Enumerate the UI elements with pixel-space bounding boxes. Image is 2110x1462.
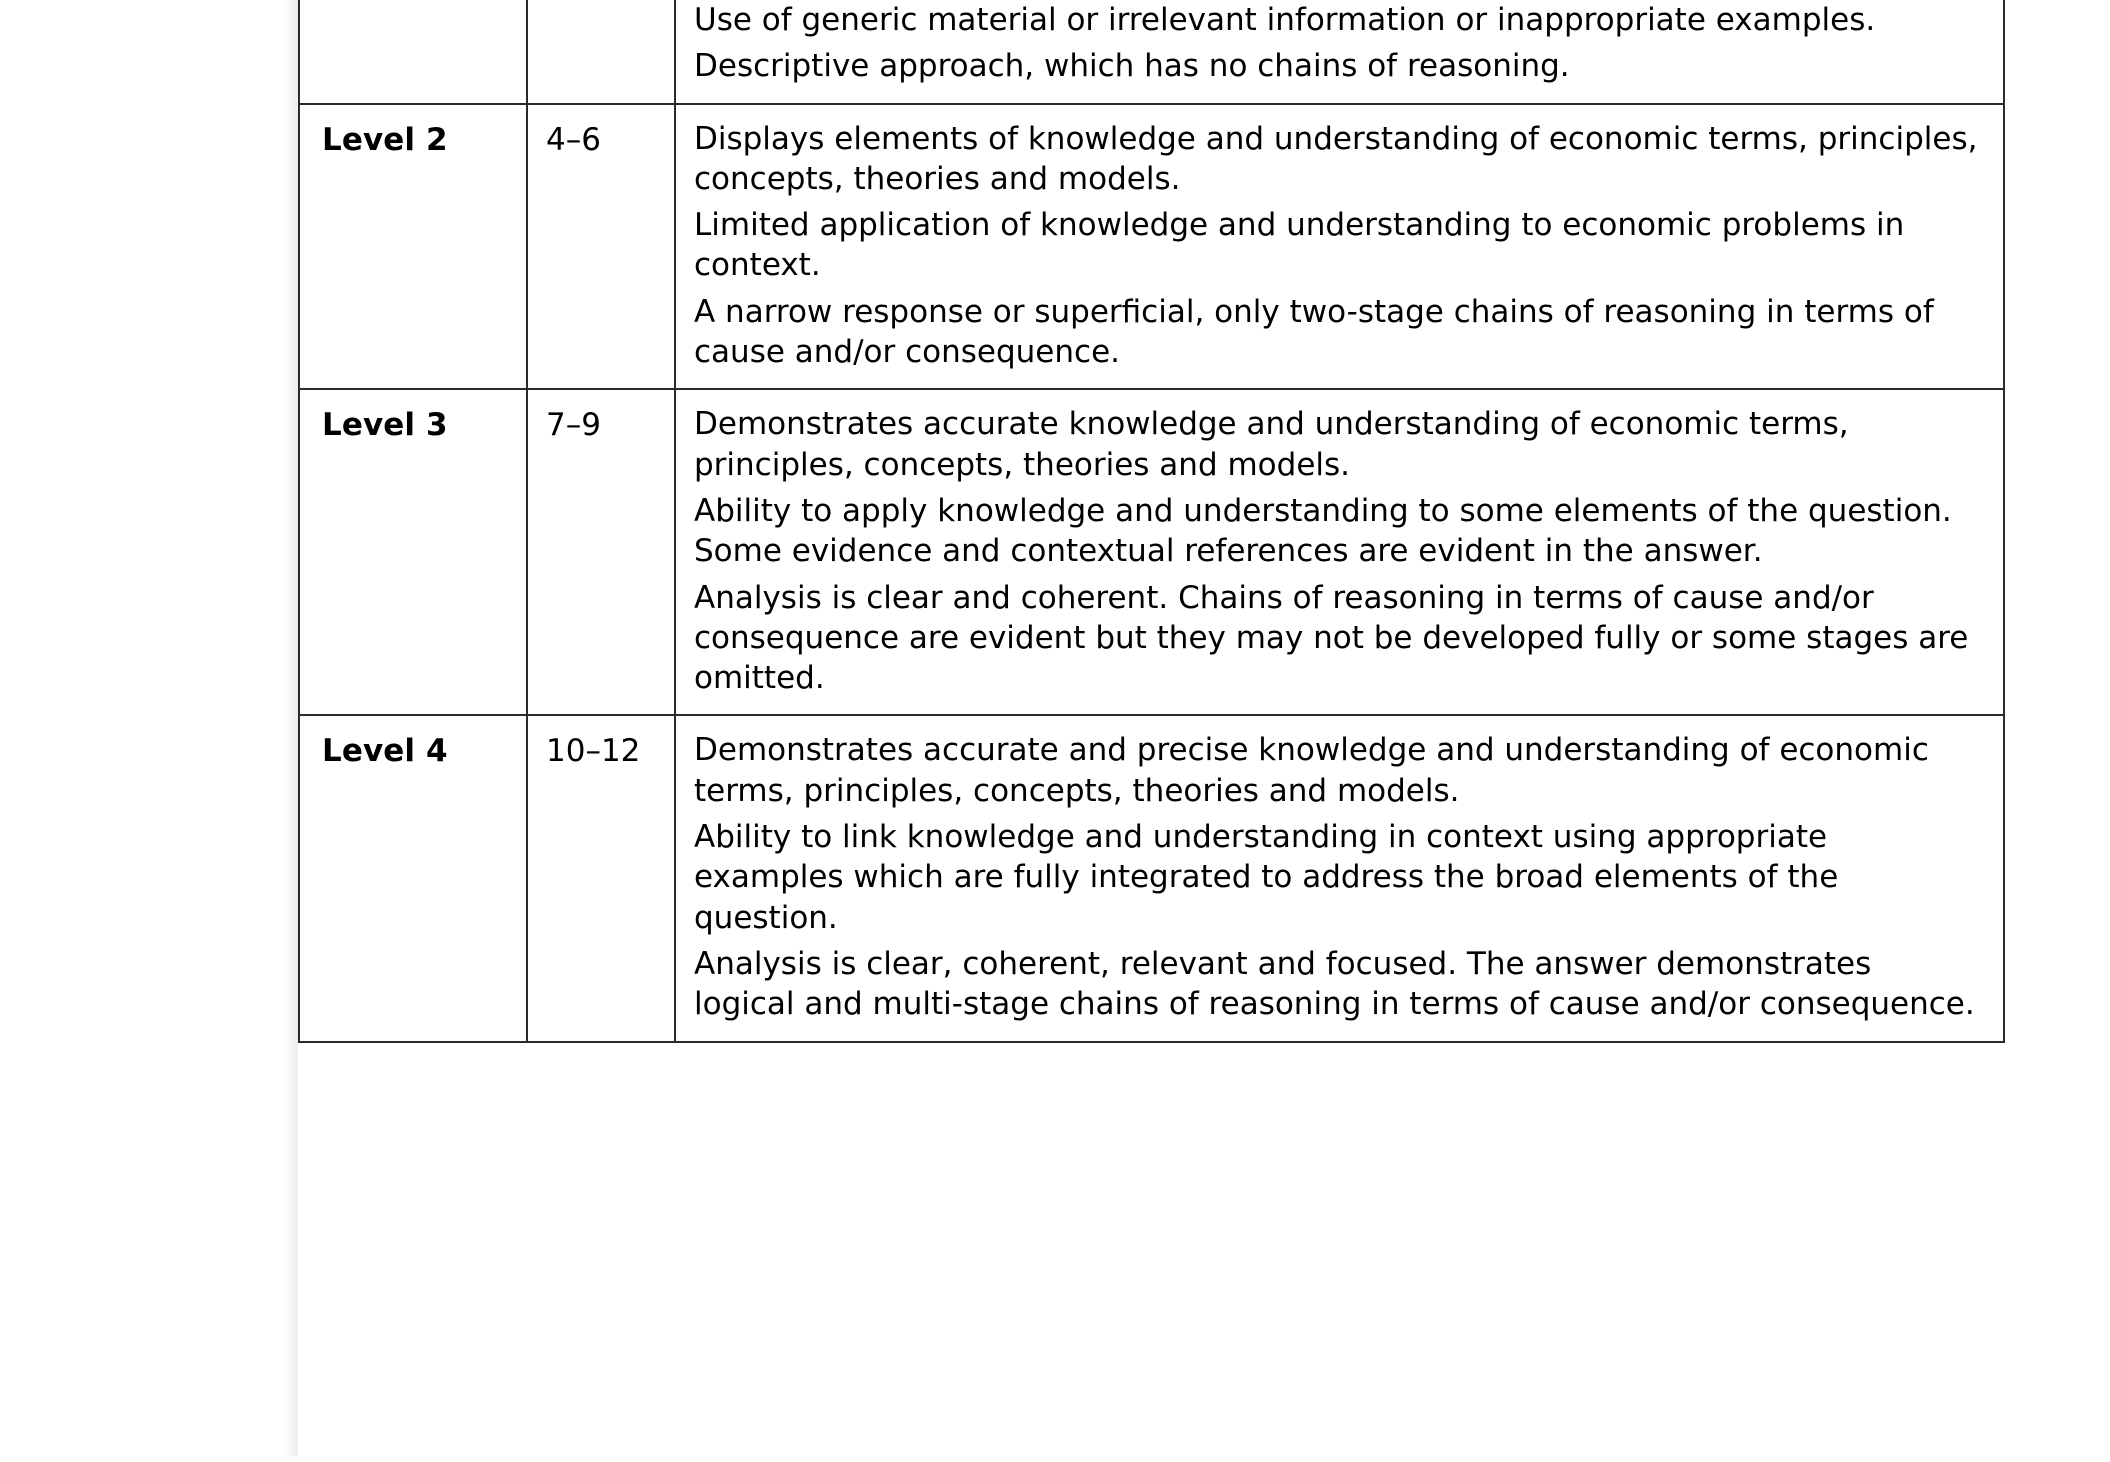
document-page (298, 0, 2110, 1456)
marks-cell (527, 389, 675, 715)
marks-label: 4–6 (546, 121, 601, 158)
level-label (300, 0, 526, 26)
table-row (299, 389, 2004, 715)
table-row (299, 0, 2004, 104)
descriptor-cell (675, 104, 2004, 390)
descriptor-line: Use of generic material or irrelevant information or inappropriate examples. (694, 2, 1876, 38)
descriptor-line: Descriptive approach, which has no chains of reasoning. (694, 48, 1570, 85)
table-row (299, 715, 2004, 1041)
descriptor-line: Limited application of knowledge and understanding to economic problems in context. (694, 207, 1905, 284)
descriptor-cell (675, 715, 2004, 1041)
descriptor-line: A narrow response or superficial, only two-stage chains of reasoning in terms of cause and/or consequence. (694, 293, 1934, 371)
page-left-margin (0, 0, 298, 1456)
table-row (299, 104, 2004, 390)
marks-cell (527, 715, 675, 1041)
descriptor-cell (675, 0, 2004, 104)
descriptor-line: Displays elements of knowledge and understanding of economic terms, principles, concepts, theories and models. (694, 120, 1978, 197)
marks-label: 7–9 (546, 407, 601, 444)
levels-mark-scheme-table (298, 0, 2005, 1043)
level-cell (299, 715, 527, 1041)
level-label: Level 3 (322, 407, 448, 444)
descriptor-line: Analysis is clear and coherent. Chains of reasoning in terms of cause and/or consequence are evident but they may not be developed fully or some stages are omitted. (694, 579, 1969, 697)
descriptor-list (676, 105, 2003, 389)
level-cell (299, 104, 527, 390)
marks-cell (527, 0, 675, 104)
marks-cell (527, 104, 675, 390)
level-label: Level 2 (322, 121, 448, 158)
level-cell (299, 0, 527, 104)
table-clip-region (298, 0, 2110, 1462)
descriptor-list (676, 716, 2003, 1040)
marks-label (528, 0, 674, 26)
descriptor-cell (675, 389, 2004, 715)
descriptor-line: Demonstrates accurate knowledge and understanding of economic terms, principles, concepts, theories and models. (694, 406, 1849, 483)
descriptor-line: Ability to link knowledge and understanding in context using appropriate examples which are fully integrated to address the broad elements of the question. (694, 819, 1839, 936)
descriptor-list (676, 0, 2003, 103)
descriptor-line: Ability to apply knowledge and understanding to some elements of the question. Some evidence and contextual references are evident in the answer. (694, 492, 1952, 570)
descriptor-list (676, 390, 2003, 714)
descriptor-line: Demonstrates accurate and precise knowledge and understanding of economic terms, principles, concepts, theories and models. (694, 732, 1929, 809)
level-label: Level 4 (322, 733, 448, 770)
marks-label: 10–12 (546, 733, 641, 770)
level-cell (299, 389, 527, 715)
descriptor-line: Analysis is clear, coherent, relevant and focused. The answer demonstrates logical and multi-stage chains of reasoning in terms of cause and/or consequence. (694, 945, 1975, 1023)
